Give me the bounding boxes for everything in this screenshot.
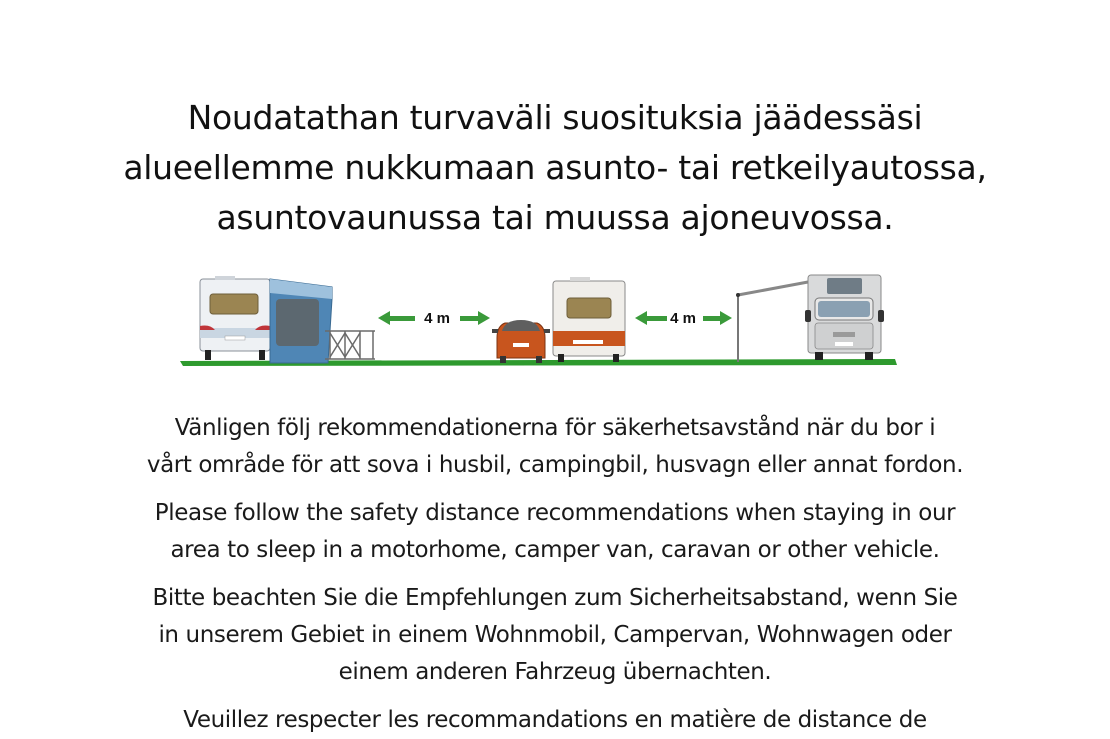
safety-distance-illustration (175, 268, 900, 373)
distance-label-2: 4 m (670, 310, 696, 327)
distance-arrow-2 (635, 310, 732, 327)
paragraph-line: vårt område för att sova i husbil, campingbil, husvagn eller annat fordon. (146, 452, 964, 478)
caravan-icon (553, 277, 625, 362)
heading-line: asuntovaunussa tai muussa ajoneuvossa. (216, 198, 894, 237)
paragraph-line: Veuillez respecter les recommandations en matière de distance de (183, 707, 927, 733)
motorhome-with-awning-icon (736, 275, 884, 362)
paragraph-line: einem anderen Fahrzeug übernachten. (338, 659, 772, 685)
finnish-heading (80, 93, 1030, 243)
distance-label-1: 4 m (424, 310, 450, 327)
paragraph-line: Please follow the safety distance recommendations when staying in our (154, 500, 956, 526)
heading-line: Noudatathan turvaväli suosituksia jäädessäsi (187, 98, 923, 137)
heading-line: alueellemme nukkumaan asunto- tai retkeilyautossa, (123, 148, 987, 187)
german-paragraph (80, 580, 1030, 691)
caravan-with-awning-icon (200, 276, 375, 363)
swedish-paragraph (80, 410, 1030, 484)
car-icon (492, 320, 550, 363)
paragraph-line: Vänligen följ rekommendationerna för säkerhetsavstånd när du bor i (174, 415, 936, 441)
english-paragraph (80, 495, 1030, 569)
french-paragraph (80, 702, 1030, 739)
distance-arrow-1 (378, 310, 490, 327)
paragraph-line: in unserem Gebiet in einem Wohnmobil, Campervan, Wohnwagen oder (158, 622, 952, 648)
paragraph-line: area to sleep in a motorhome, camper van, caravan or other vehicle. (170, 537, 940, 563)
paragraph-line: Bitte beachten Sie die Empfehlungen zum Sicherheitsabstand, wenn Sie (152, 585, 958, 611)
